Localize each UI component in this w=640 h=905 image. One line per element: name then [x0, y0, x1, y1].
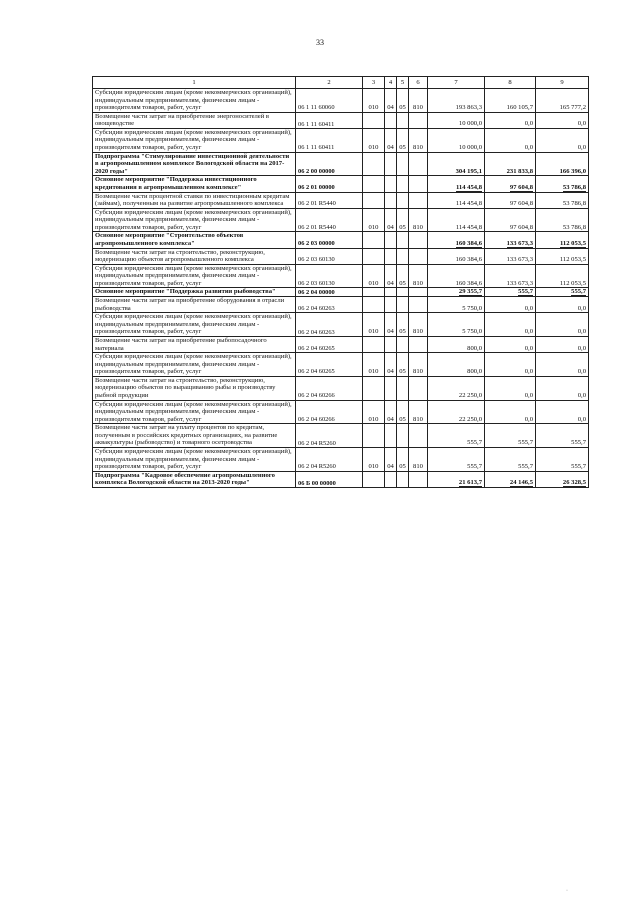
table-row [93, 400, 589, 424]
row-subsection-cell [385, 297, 397, 313]
row-amount-2020-cell: 112 053,5 [536, 232, 589, 248]
row-expense-type-cell: 810 [409, 313, 428, 337]
row-amount-2018-cell: 555,7 [428, 424, 485, 448]
row-amount-2019-cell: 160 105,7 [485, 89, 536, 113]
row-amount-2019-cell: 555,7 [485, 448, 536, 472]
header-col-7: 7 [428, 77, 485, 89]
header-col-2: 2 [296, 77, 363, 89]
row-expense-type-cell: 810 [409, 264, 428, 288]
row-amount-2018-cell: 114 454,8 [428, 176, 485, 192]
row-name-cell: Основное мероприятие "Поддержка инвестиционного кредитования в агропромышленном комплексе" [93, 176, 296, 192]
row-code-cell: 06 2 03 60130 [296, 248, 363, 264]
table-row [93, 176, 589, 192]
row-amount-2018-cell: 22 250,0 [428, 376, 485, 400]
row-item-cell: 05 [397, 89, 409, 113]
row-amount-2020-cell: 112 053,5 [536, 264, 589, 288]
row-code-cell: 06 2 04 00000 [296, 288, 363, 297]
row-section-cell [363, 152, 385, 176]
row-name-cell: Подпрограмма "Стимулирование инвестиционной деятельности в агропромышленном комплексе Вологодской области на 2017-2020 годы" [93, 152, 296, 176]
row-code-cell: 06 1 11 60060 [296, 89, 363, 113]
table-row [93, 376, 589, 400]
row-expense-type-cell: 810 [409, 353, 428, 377]
table-row [93, 248, 589, 264]
row-expense-type-cell: 810 [409, 448, 428, 472]
row-code-cell: 06 2 03 60130 [296, 264, 363, 288]
row-amount-2020-cell: 0,0 [536, 112, 589, 128]
table-row [93, 288, 589, 297]
table-row [93, 192, 589, 208]
row-amount-2018-cell: 160 384,6 [428, 248, 485, 264]
row-amount-2020-cell: 53 786,8 [536, 192, 589, 208]
row-section-cell [363, 248, 385, 264]
row-amount-2018-cell: 160 384,6 [428, 232, 485, 248]
row-amount-2019-cell: 133 673,3 [485, 264, 536, 288]
row-amount-2018-cell: 10 000,0 [428, 112, 485, 128]
table-row [93, 424, 589, 448]
row-subsection-cell: 04 [385, 448, 397, 472]
row-amount-2019-cell: 0,0 [485, 297, 536, 313]
row-name-cell: Возмещение части затрат на строительство, реконструкцию, модернизацию объектов агропромышленного комплекса [93, 248, 296, 264]
row-name-cell: Возмещение части затрат на приобретение оборудования в отрасли рыбоводства [93, 297, 296, 313]
table-row [93, 297, 589, 313]
row-section-cell [363, 232, 385, 248]
row-code-cell: 06 2 01 R5440 [296, 192, 363, 208]
row-expense-type-cell: 810 [409, 208, 428, 232]
row-subsection-cell: 04 [385, 264, 397, 288]
row-expense-type-cell [409, 376, 428, 400]
row-amount-2019-cell: 0,0 [485, 128, 536, 152]
row-item-cell: 05 [397, 128, 409, 152]
row-item-cell [397, 471, 409, 487]
row-expense-type-cell [409, 297, 428, 313]
row-amount-2020-cell: 53 786,8 [536, 208, 589, 232]
row-name-cell: Субсидии юридическим лицам (кроме некоммерческих организаций), индивидуальным предпринимателям, физическим лицам - производителям товаров, работ, услуг [93, 353, 296, 377]
row-amount-2020-cell: 112 053,5 [536, 248, 589, 264]
row-subsection-cell [385, 471, 397, 487]
row-expense-type-cell: 810 [409, 128, 428, 152]
row-code-cell: 06 1 11 60411 [296, 112, 363, 128]
row-amount-2020-cell: 166 396,0 [536, 152, 589, 176]
row-section-cell [363, 112, 385, 128]
row-section-cell: 010 [363, 128, 385, 152]
row-amount-2018-cell: 193 863,3 [428, 89, 485, 113]
row-name-cell: Субсидии юридическим лицам (кроме некоммерческих организаций), индивидуальным предпринимателям, физическим лицам - производителям товаров, работ, услуг [93, 128, 296, 152]
row-subsection-cell: 04 [385, 128, 397, 152]
row-amount-2019-cell: 0,0 [485, 376, 536, 400]
row-item-cell: 05 [397, 353, 409, 377]
row-item-cell [397, 336, 409, 352]
row-expense-type-cell [409, 176, 428, 192]
row-item-cell [397, 112, 409, 128]
row-section-cell: 010 [363, 313, 385, 337]
table-row [93, 448, 589, 472]
row-section-cell [363, 471, 385, 487]
table-row [93, 471, 589, 487]
row-subsection-cell [385, 152, 397, 176]
row-amount-2020-cell: 0,0 [536, 353, 589, 377]
row-amount-2020-cell: 0,0 [536, 297, 589, 313]
row-subsection-cell [385, 336, 397, 352]
page-number: 33 [316, 38, 324, 47]
row-expense-type-cell: 810 [409, 89, 428, 113]
row-amount-2018-cell: 29 355,7 [428, 288, 485, 297]
row-expense-type-cell [409, 112, 428, 128]
row-subsection-cell [385, 424, 397, 448]
row-section-cell [363, 192, 385, 208]
row-item-cell: 05 [397, 264, 409, 288]
row-expense-type-cell [409, 471, 428, 487]
row-item-cell [397, 288, 409, 297]
row-code-cell: 06 Б 00 00000 [296, 471, 363, 487]
row-code-cell: 06 2 04 60265 [296, 336, 363, 352]
row-name-cell: Субсидии юридическим лицам (кроме некоммерческих организаций), индивидуальным предпринимателям, физическим лицам - производителям товаров, работ, услуг [93, 208, 296, 232]
header-row [93, 77, 589, 89]
table-row [93, 353, 589, 377]
row-name-cell: Субсидии юридическим лицам (кроме некоммерческих организаций), индивидуальным предпринимателям, физическим лицам - производителям товаров, работ, услуг [93, 313, 296, 337]
table-row [93, 313, 589, 337]
row-name-cell: Субсидии юридическим лицам (кроме некоммерческих организаций), индивидуальным предпринимателям, физическим лицам - производителям товаров, работ, услуг [93, 400, 296, 424]
row-section-cell: 010 [363, 208, 385, 232]
row-code-cell: 06 2 01 R5440 [296, 208, 363, 232]
row-amount-2019-cell: 555,7 [485, 288, 536, 297]
row-section-cell [363, 176, 385, 192]
row-subsection-cell: 04 [385, 89, 397, 113]
row-section-cell: 010 [363, 448, 385, 472]
row-item-cell: 05 [397, 448, 409, 472]
row-name-cell: Субсидии юридическим лицам (кроме некоммерческих организаций), индивидуальным предпринимателям, физическим лицам - производителям товаров, работ, услуг [93, 264, 296, 288]
corner-mark: · [566, 888, 568, 894]
row-code-cell: 06 2 04 60263 [296, 313, 363, 337]
row-section-cell [363, 297, 385, 313]
row-name-cell: Возмещение части процентной ставки по инвестиционным кредитам (займам), полученным на развитие агропромышленного комплекса [93, 192, 296, 208]
row-name-cell: Основное мероприятие "Строительство объектов агропромышленного комплекса" [93, 232, 296, 248]
row-code-cell: 06 2 04 60266 [296, 376, 363, 400]
row-code-cell: 06 2 01 00000 [296, 176, 363, 192]
row-subsection-cell [385, 248, 397, 264]
row-name-cell: Возмещение части затрат на строительство, реконструкцию, модернизацию объектов по выращиванию рыбы и производству рыбной продукции [93, 376, 296, 400]
row-code-cell: 06 2 04 60263 [296, 297, 363, 313]
header-col-1: 1 [93, 77, 296, 89]
row-item-cell: 05 [397, 400, 409, 424]
row-amount-2019-cell: 24 146,5 [485, 471, 536, 487]
table-row [93, 128, 589, 152]
row-item-cell [397, 232, 409, 248]
row-amount-2018-cell: 21 613,7 [428, 471, 485, 487]
row-amount-2018-cell: 304 195,1 [428, 152, 485, 176]
row-subsection-cell [385, 192, 397, 208]
row-code-cell: 06 2 04 R5260 [296, 448, 363, 472]
row-amount-2020-cell: 0,0 [536, 313, 589, 337]
row-subsection-cell [385, 176, 397, 192]
row-item-cell: 05 [397, 313, 409, 337]
row-code-cell: 06 2 00 00000 [296, 152, 363, 176]
row-item-cell [397, 424, 409, 448]
row-amount-2019-cell: 0,0 [485, 353, 536, 377]
row-amount-2019-cell: 0,0 [485, 336, 536, 352]
row-name-cell: Возмещение части затрат на уплату процентов по кредитам, полученным в российских кредитных организациях, на развитие аквакультуры (рыбоводство) и товарного осетроводства [93, 424, 296, 448]
row-amount-2020-cell: 0,0 [536, 400, 589, 424]
row-amount-2020-cell: 0,0 [536, 128, 589, 152]
row-name-cell: Основное мероприятие "Поддержка развития рыбоводства" [93, 288, 296, 297]
row-subsection-cell [385, 232, 397, 248]
row-amount-2019-cell: 0,0 [485, 400, 536, 424]
row-amount-2020-cell: 165 777,2 [536, 89, 589, 113]
table-row [93, 152, 589, 176]
row-expense-type-cell [409, 248, 428, 264]
row-amount-2019-cell: 555,7 [485, 424, 536, 448]
header-col-3: 3 [363, 77, 385, 89]
row-amount-2018-cell: 555,7 [428, 448, 485, 472]
table-row [93, 336, 589, 352]
row-expense-type-cell [409, 288, 428, 297]
row-amount-2018-cell: 114 454,8 [428, 192, 485, 208]
row-amount-2020-cell: 0,0 [536, 376, 589, 400]
row-amount-2019-cell: 97 604,8 [485, 192, 536, 208]
row-amount-2018-cell: 22 250,0 [428, 400, 485, 424]
row-section-cell [363, 288, 385, 297]
header-col-5: 5 [397, 77, 409, 89]
row-expense-type-cell [409, 336, 428, 352]
table-row [93, 112, 589, 128]
table-row [93, 89, 589, 113]
row-amount-2019-cell: 133 673,3 [485, 248, 536, 264]
row-item-cell [397, 297, 409, 313]
budget-table [92, 76, 589, 488]
row-amount-2018-cell: 10 000,0 [428, 128, 485, 152]
row-expense-type-cell: 810 [409, 400, 428, 424]
row-expense-type-cell [409, 232, 428, 248]
row-subsection-cell [385, 288, 397, 297]
row-code-cell: 06 2 04 60265 [296, 353, 363, 377]
row-section-cell: 010 [363, 264, 385, 288]
row-name-cell: Субсидии юридическим лицам (кроме некоммерческих организаций), индивидуальным предпринимателям, физическим лицам - производителям товаров, работ, услуг [93, 89, 296, 113]
row-amount-2018-cell: 5 750,0 [428, 313, 485, 337]
table-row [93, 208, 589, 232]
row-section-cell [363, 424, 385, 448]
row-section-cell: 010 [363, 400, 385, 424]
row-amount-2019-cell: 97 604,8 [485, 208, 536, 232]
row-expense-type-cell [409, 152, 428, 176]
row-amount-2020-cell: 0,0 [536, 336, 589, 352]
row-item-cell [397, 176, 409, 192]
row-code-cell: 06 2 04 R5260 [296, 424, 363, 448]
row-subsection-cell: 04 [385, 400, 397, 424]
row-section-cell: 010 [363, 353, 385, 377]
row-expense-type-cell [409, 424, 428, 448]
row-amount-2019-cell: 231 833,8 [485, 152, 536, 176]
row-subsection-cell: 04 [385, 313, 397, 337]
row-code-cell: 06 1 11 60411 [296, 128, 363, 152]
row-section-cell: 010 [363, 89, 385, 113]
row-subsection-cell: 04 [385, 208, 397, 232]
table-row [93, 264, 589, 288]
row-amount-2019-cell: 97 604,8 [485, 176, 536, 192]
row-amount-2018-cell: 800,0 [428, 353, 485, 377]
row-code-cell: 06 2 03 00000 [296, 232, 363, 248]
row-item-cell [397, 376, 409, 400]
row-item-cell [397, 248, 409, 264]
row-amount-2020-cell: 555,7 [536, 288, 589, 297]
row-amount-2018-cell: 114 454,8 [428, 208, 485, 232]
row-subsection-cell [385, 112, 397, 128]
row-amount-2020-cell: 555,7 [536, 448, 589, 472]
row-amount-2020-cell: 555,7 [536, 424, 589, 448]
row-name-cell: Возмещение части затрат на приобретение рыбопосадочного материала [93, 336, 296, 352]
row-section-cell [363, 376, 385, 400]
header-col-4: 4 [385, 77, 397, 89]
header-col-6: 6 [409, 77, 428, 89]
row-item-cell: 05 [397, 208, 409, 232]
table-row [93, 232, 589, 248]
row-amount-2018-cell: 5 750,0 [428, 297, 485, 313]
row-item-cell [397, 192, 409, 208]
header-col-9: 9 [536, 77, 589, 89]
row-item-cell [397, 152, 409, 176]
header-col-8: 8 [485, 77, 536, 89]
row-amount-2019-cell: 133 673,3 [485, 232, 536, 248]
row-amount-2018-cell: 160 384,6 [428, 264, 485, 288]
row-amount-2019-cell: 0,0 [485, 313, 536, 337]
row-amount-2019-cell: 0,0 [485, 112, 536, 128]
row-name-cell: Субсидии юридическим лицам (кроме некоммерческих организаций), индивидуальным предпринимателям, физическим лицам - производителям товаров, работ, услуг [93, 448, 296, 472]
row-name-cell: Возмещение части затрат на приобретение энергоносителей в овощеводстве [93, 112, 296, 128]
row-amount-2020-cell: 53 786,8 [536, 176, 589, 192]
row-code-cell: 06 2 04 60266 [296, 400, 363, 424]
row-expense-type-cell [409, 192, 428, 208]
row-amount-2020-cell: 26 328,5 [536, 471, 589, 487]
row-name-cell: Подпрограмма "Кадровое обеспечение агропромышленного комплекса Вологодской области на 2013-2020 годы" [93, 471, 296, 487]
row-subsection-cell: 04 [385, 353, 397, 377]
row-subsection-cell [385, 376, 397, 400]
row-section-cell [363, 336, 385, 352]
row-amount-2018-cell: 800,0 [428, 336, 485, 352]
